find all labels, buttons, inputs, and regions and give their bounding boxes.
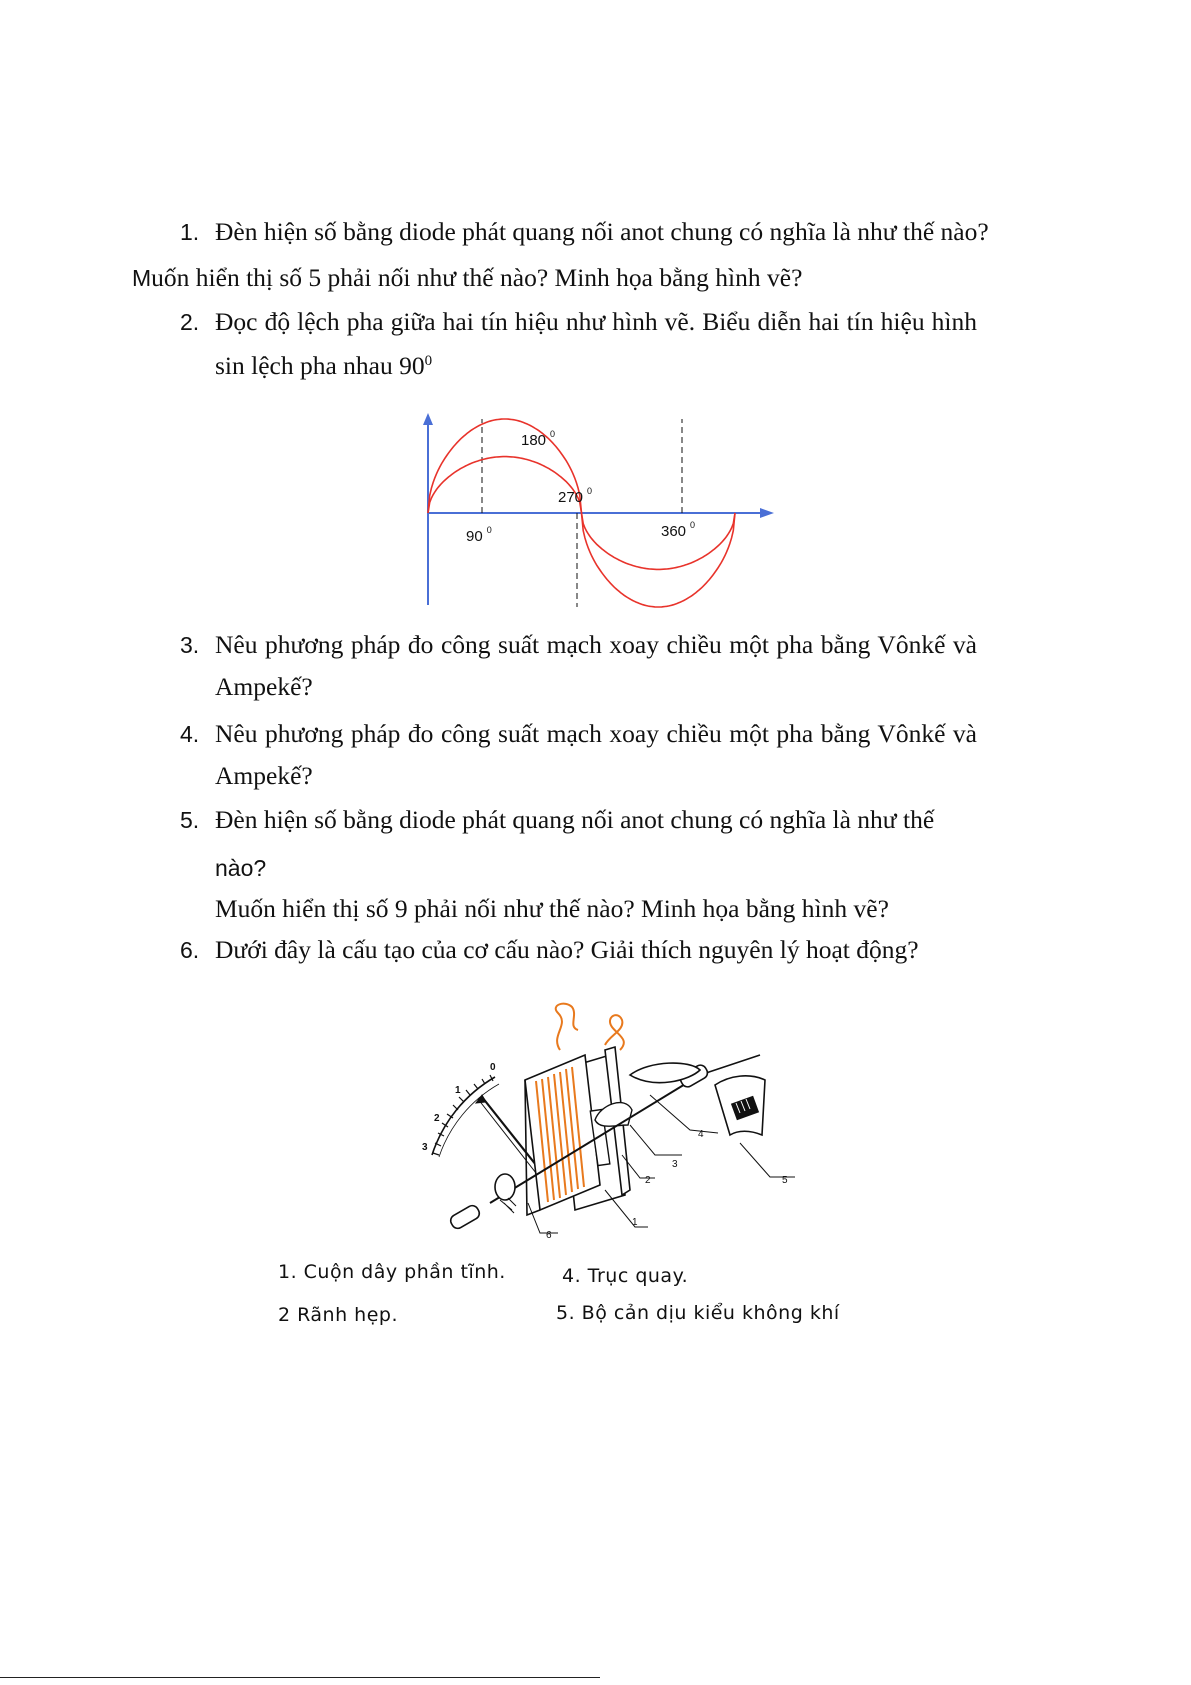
mechanism-diagram xyxy=(278,995,880,1350)
question-3-line-2: Ampekế? xyxy=(215,672,313,701)
question-1-number: 1. xyxy=(180,219,200,245)
question-4-line-2: Ampekế? xyxy=(215,761,313,790)
question-1-line-1: Đèn hiện số bằng diode phát quang nối anot chung có nghĩa là như thế nào? xyxy=(215,217,989,246)
scale-label-1: 1 xyxy=(455,1085,461,1096)
x-axis-arrow xyxy=(760,508,774,518)
part-label-2: 2 xyxy=(645,1175,651,1186)
y-axis-arrow xyxy=(423,413,433,425)
tick-label-180: 180 $^0$ xyxy=(521,429,556,449)
tick-label-270: 270 $^0$ xyxy=(558,486,593,506)
question-2-line-1: Đọc độ lệch pha giữa hai tín hiệu như hình vẽ. Biểu diễn hai tín hiệu hình xyxy=(215,307,977,336)
legend-item-5: 5. Bộ cản dịu kiểu không khí xyxy=(556,1302,840,1324)
part-label-3: 3 xyxy=(672,1159,678,1170)
phase-shift-chart xyxy=(400,405,790,615)
legend-item-1: 1. Cuộn dây phần tĩnh. xyxy=(278,1261,506,1283)
question-4-line-1: Nêu phương pháp đo công suất mạch xoay chiều một pha bằng Vônkế và xyxy=(215,719,977,748)
part-label-1: 1 xyxy=(632,1217,638,1228)
question-5-line-3: Muốn hiển thị số 9 phải nối như thế nào? Minh họa bằng hình vẽ? xyxy=(215,894,889,923)
legend-item-2: 2 Rãnh hẹp. xyxy=(278,1304,399,1326)
question-1-line-2: Muốn hiển thị số 5 phải nối như thế nào? Minh họa bằng hình vẽ? xyxy=(132,263,803,292)
part-label-5: 5 xyxy=(782,1175,788,1186)
question-3-number: 3. xyxy=(180,632,200,658)
scale-label-0: 0 xyxy=(490,1062,496,1073)
part-label-6: 6 xyxy=(546,1230,552,1241)
tick-label-90: 90 $^0$ xyxy=(466,525,492,545)
question-6-number: 6. xyxy=(180,937,200,963)
question-2-number: 2. xyxy=(180,309,200,335)
question-5-line-2: nào? xyxy=(215,855,267,881)
meter-scale xyxy=(432,1075,499,1157)
scale-label-2: 2 xyxy=(434,1113,440,1124)
question-3-line-1: Nêu phương pháp đo công suất mạch xoay chiều một pha bằng Vônkế và xyxy=(215,630,977,659)
legend-item-4: 4. Trục quay. xyxy=(562,1265,689,1287)
part-label-4: 4 xyxy=(698,1129,704,1140)
coil-leads xyxy=(556,1004,624,1050)
scale-label-3: 3 xyxy=(422,1142,428,1153)
question-2-line-2: sin lệch pha nhau $90^0$ xyxy=(215,351,433,380)
tick-label-360: 360 $^0$ xyxy=(661,520,696,540)
footnote-separator xyxy=(0,1677,600,1678)
question-5-line-1: Đèn hiện số bằng diode phát quang nối anot chung có nghĩa là như thế xyxy=(215,805,935,834)
question-5-number: 5. xyxy=(180,807,200,833)
question-4-number: 4. xyxy=(180,721,200,747)
question-6-line-1: Dưới đây là cấu tạo của cơ cấu nào? Giải thích nguyên lý hoạt động? xyxy=(215,935,919,964)
